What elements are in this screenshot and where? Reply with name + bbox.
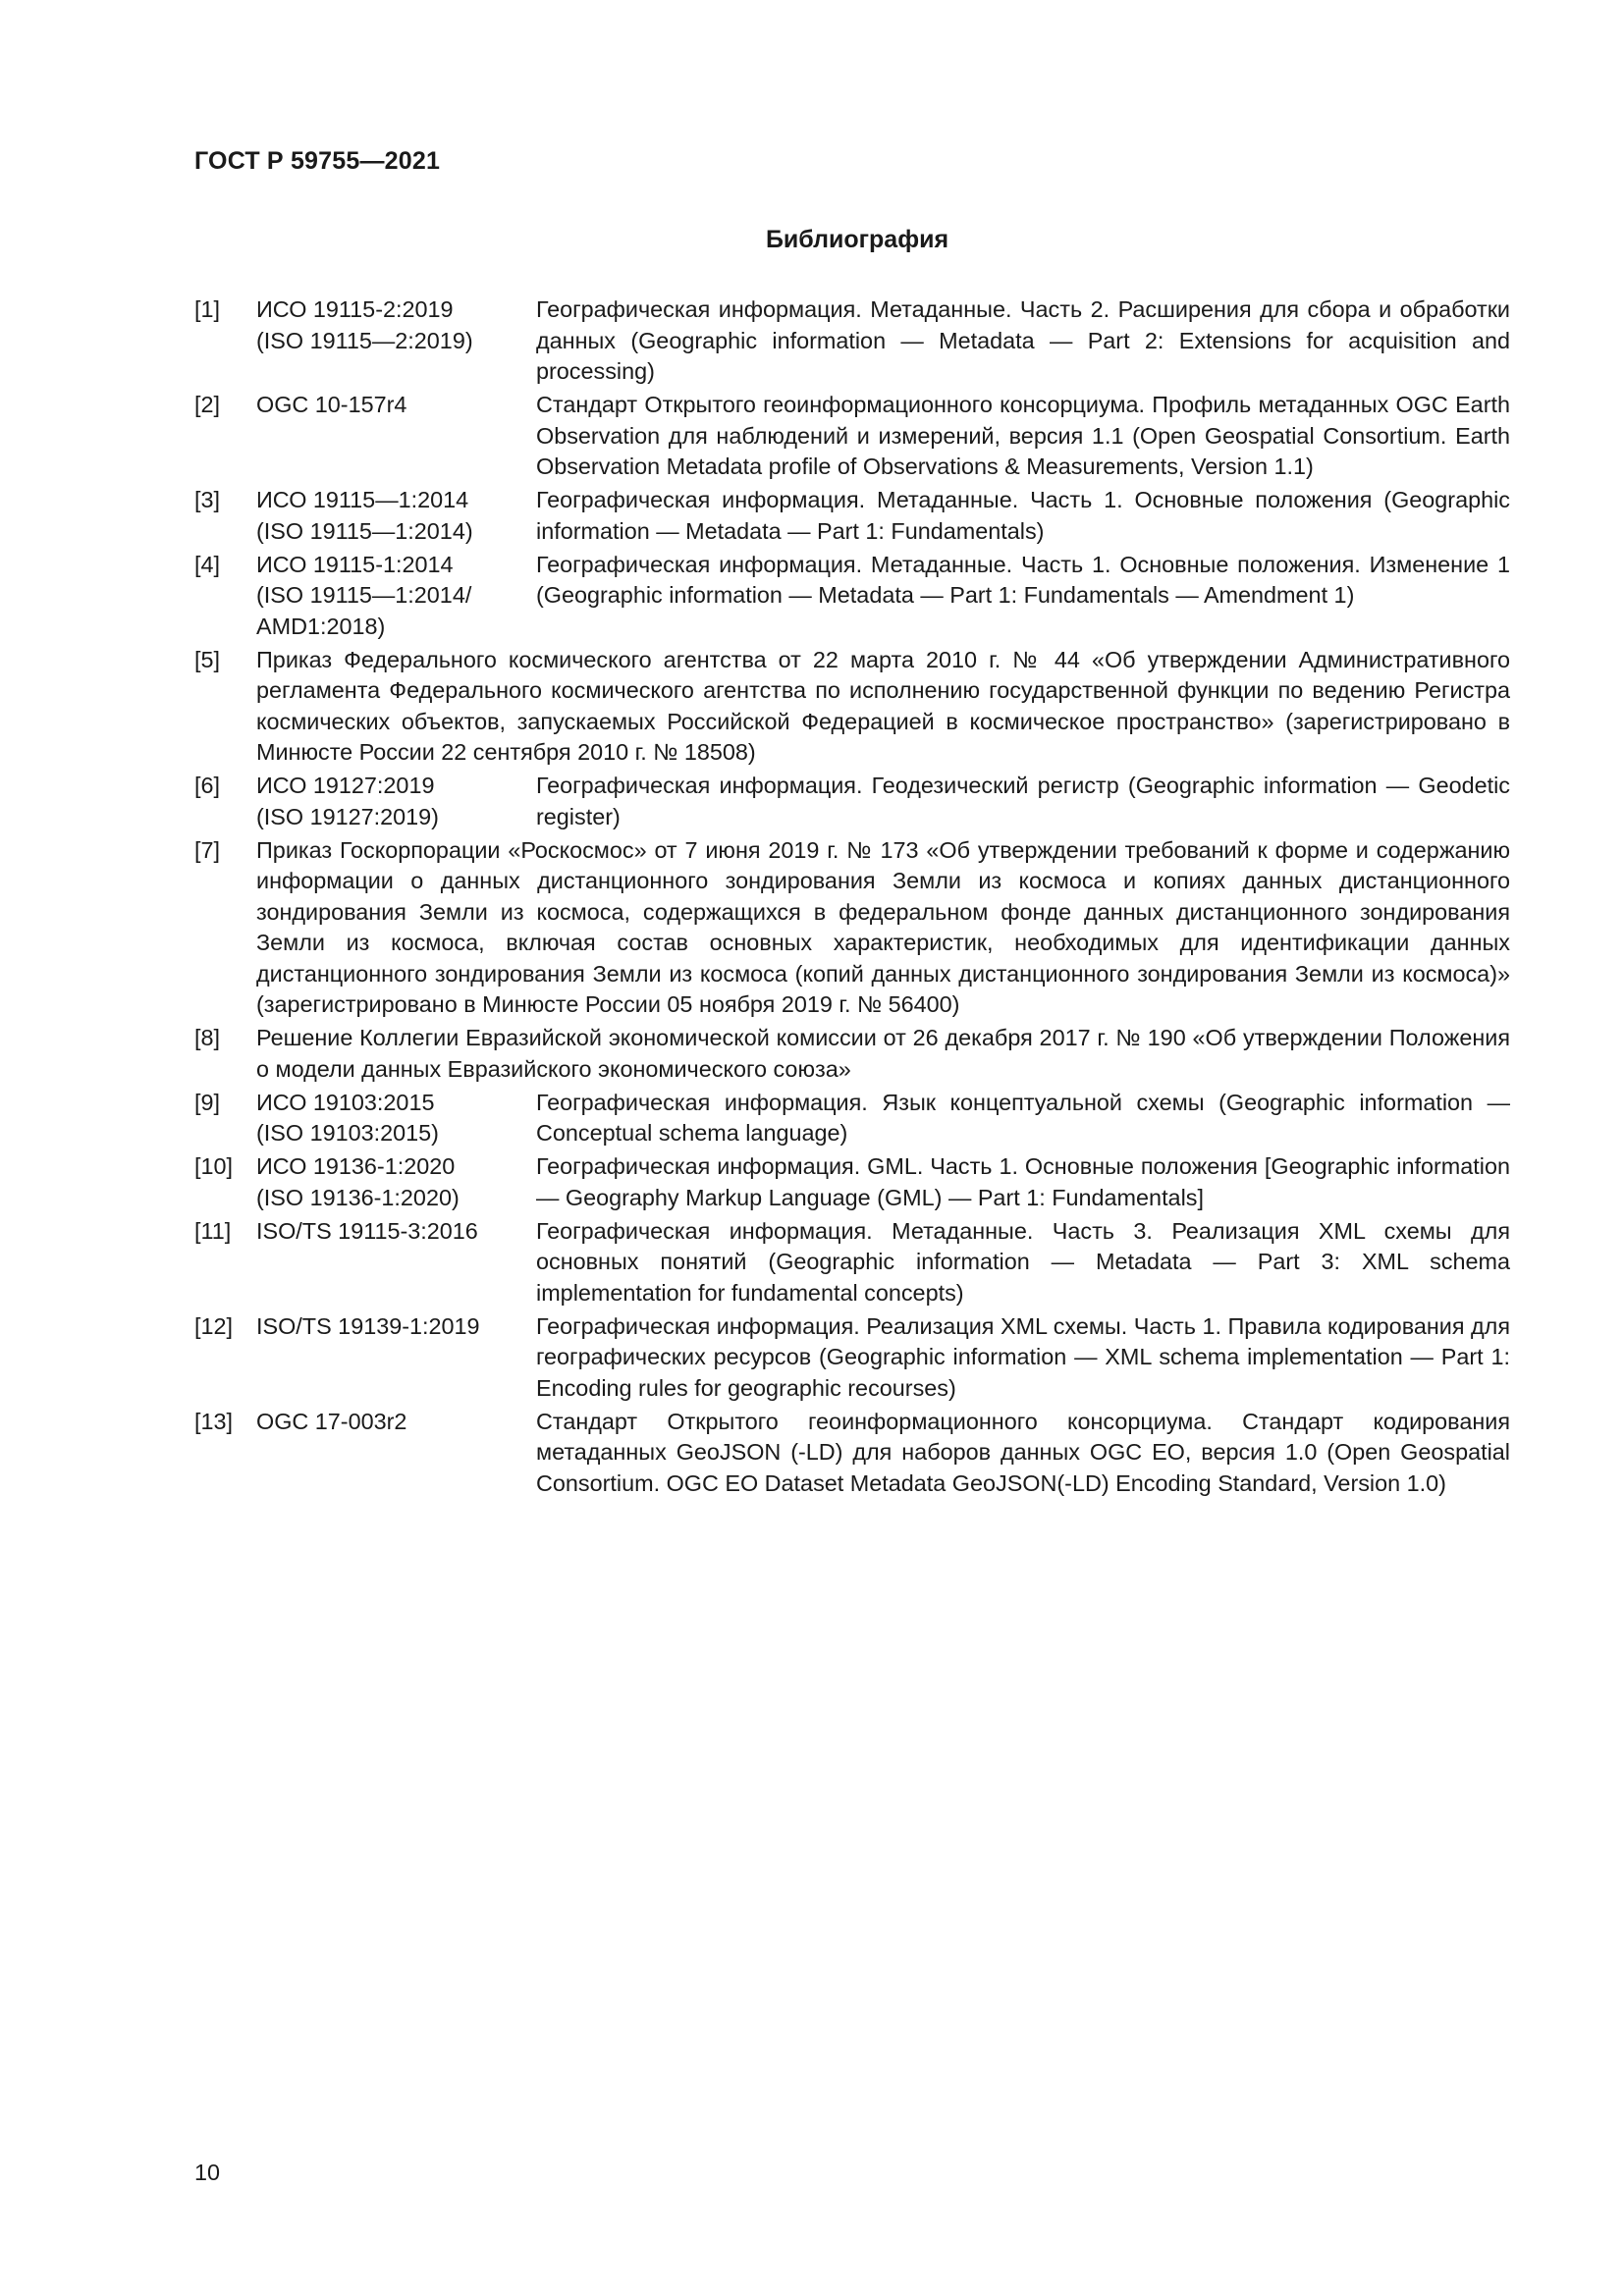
entry-number: [3]	[194, 487, 221, 512]
section-title: Библиография	[765, 226, 949, 253]
entry-number: [2]	[194, 392, 221, 417]
entry-code: ИСО 19136-1:2020 (ISO 19136-1:2020)	[256, 1153, 460, 1210]
entry-text: Приказ Федерального космического агентства от 22 марта 2010 г. № 44 «Об утверждении Административного регламента Федерального космического агентства по исполнению государственной функции по ведению Регистра космических объектов, запускаемых Российской Федерацией в космическое пространство» (зарегистрировано в Минюсте России 22 сентября 2010 г. № 18508)	[256, 646, 1510, 765]
bibliography-entry	[194, 771, 1510, 832]
entry-text: Географическая информация. Метаданные. Часть 3. Реализация XML схемы для основных понятий (Geographic information — Metadata — Part 3: XML schema implementation for fundamental concepts)	[536, 1217, 1510, 1306]
entry-number: [6]	[194, 773, 221, 798]
standard-id: ГОСТ Р 59755—2021	[194, 147, 441, 175]
entry-code: ИСО 19103:2015 (ISO 19103:2015)	[256, 1089, 439, 1146]
entry-number: [10]	[194, 1153, 234, 1179]
entry-code: ISO/TS 19115-3:2016	[256, 1217, 478, 1244]
entry-text: Географическая информация. Геодезический регистр (Geographic information — Geodetic register)	[536, 773, 1510, 829]
entry-number: [5]	[194, 646, 221, 672]
bibliography-entry	[194, 1216, 1510, 1309]
bibliography-entry	[194, 1311, 1510, 1405]
entry-text: Географическая информация. Метаданные. Часть 1. Основные положения (Geographic information — Metadata — Part 1: Fundamentals)	[536, 487, 1510, 544]
bibliography-entry	[194, 550, 1510, 643]
entry-number: [11]	[194, 1217, 232, 1244]
page-number: 10	[194, 2160, 221, 2185]
entry-text: Географическая информация. Язык концептуальной схемы (Geographic information — Conceptual schema language)	[536, 1089, 1510, 1146]
entry-text: Географическая информация. Метаданные. Часть 2. Расширения для сбора и обработки данных (Geographic information — Metadata — Part 2: Extensions for acquisition and processing)	[536, 296, 1510, 384]
entry-code: ИСО 19115—1:2014 (ISO 19115—1:2014)	[256, 487, 473, 544]
entry-code: ИСО 19115-2:2019 (ISO 19115—2:2019)	[256, 296, 473, 353]
entry-text: Приказ Госкорпорации «Роскосмос» от 7 июня 2019 г. № 173 «Об утверждении требований к форме и содержанию информации о данных дистанционного зондирования Земли из космоса и копиях данных дистанционного зондирования Земли из космоса, содержащихся в федеральном фонде данных дистанционного зондирования Земли из космоса, включая состав основных характеристик, необходимых для идентификации данных дистанционного зондирования Земли из космоса (копий данных дистанционного зондирования Земли из космоса)» (зарегистрировано в Минюсте России 05 ноября 2019 г. № 56400)	[256, 836, 1510, 1017]
entry-text: Географическая информация. Реализация XML схемы. Часть 1. Правила кодирования для географических ресурсов (Geographic information — XML schema implementation — Part 1: Encoding rules for geographic recourses)	[536, 1312, 1510, 1401]
bibliography-entry	[194, 1151, 1510, 1213]
entry-code: OGC 10-157r4	[256, 392, 407, 417]
bibliography-entry	[194, 1407, 1510, 1500]
entry-number: [9]	[194, 1089, 221, 1115]
bibliography-entry	[194, 390, 1510, 483]
entry-number: [4]	[194, 551, 221, 577]
entry-code: ИСО 19127:2019 (ISO 19127:2019)	[256, 773, 439, 829]
entry-text: Стандарт Открытого геоинформационного консорциума. Стандарт кодирования метаданных GeoJSON (-LD) для наборов данных OGC EO, версия 1.0 (Open Geospatial Consortium. OGC EO Dataset Metadata GeoJSON(-LD) Encoding Standard, Version 1.0)	[536, 1408, 1510, 1496]
bibliography-entry	[194, 1023, 1510, 1085]
entry-text: Стандарт Открытого геоинформационного консорциума. Профиль метаданных OGC Earth Observation для наблюдений и измерений, версия 1.1 (Open Geospatial Consortium. Earth Observation Metadata profile of Observations & Measurements, Version 1.1)	[536, 392, 1510, 479]
bibliography-entry	[194, 485, 1510, 547]
entry-number: [7]	[194, 836, 221, 863]
entry-text: Географическая информация. GML. Часть 1. Основные положения [Geographic information — Geography Markup Language (GML) — Part 1: Fundamentals]	[536, 1153, 1510, 1210]
bibliography-entry	[194, 294, 1510, 388]
bibliography-entry	[194, 835, 1510, 1021]
entry-code: ISO/TS 19139-1:2019	[256, 1312, 480, 1339]
entry-number: [1]	[194, 296, 221, 322]
entry-number: [12]	[194, 1312, 234, 1339]
entry-code: OGC 17-003r2	[256, 1408, 407, 1434]
bibliography-list	[194, 294, 1510, 1502]
entry-number: [13]	[194, 1408, 234, 1434]
bibliography-entry	[194, 645, 1510, 769]
bibliography-entry	[194, 1088, 1510, 1149]
entry-text: Решение Коллегии Евразийской экономической комиссии от 26 декабря 2017 г. № 190 «Об утверждении Положения о модели данных Евразийского экономического союза»	[256, 1025, 1510, 1082]
entry-code: ИСО 19115-1:2014 (ISO 19115—1:2014/ AMD1:2018)	[256, 551, 472, 639]
entry-text: Географическая информация. Метаданные. Часть 1. Основные положения. Изменение 1 (Geographic information — Metadata — Part 1: Fundamentals — Amendment 1)	[536, 551, 1510, 608]
entry-number: [8]	[194, 1025, 221, 1050]
